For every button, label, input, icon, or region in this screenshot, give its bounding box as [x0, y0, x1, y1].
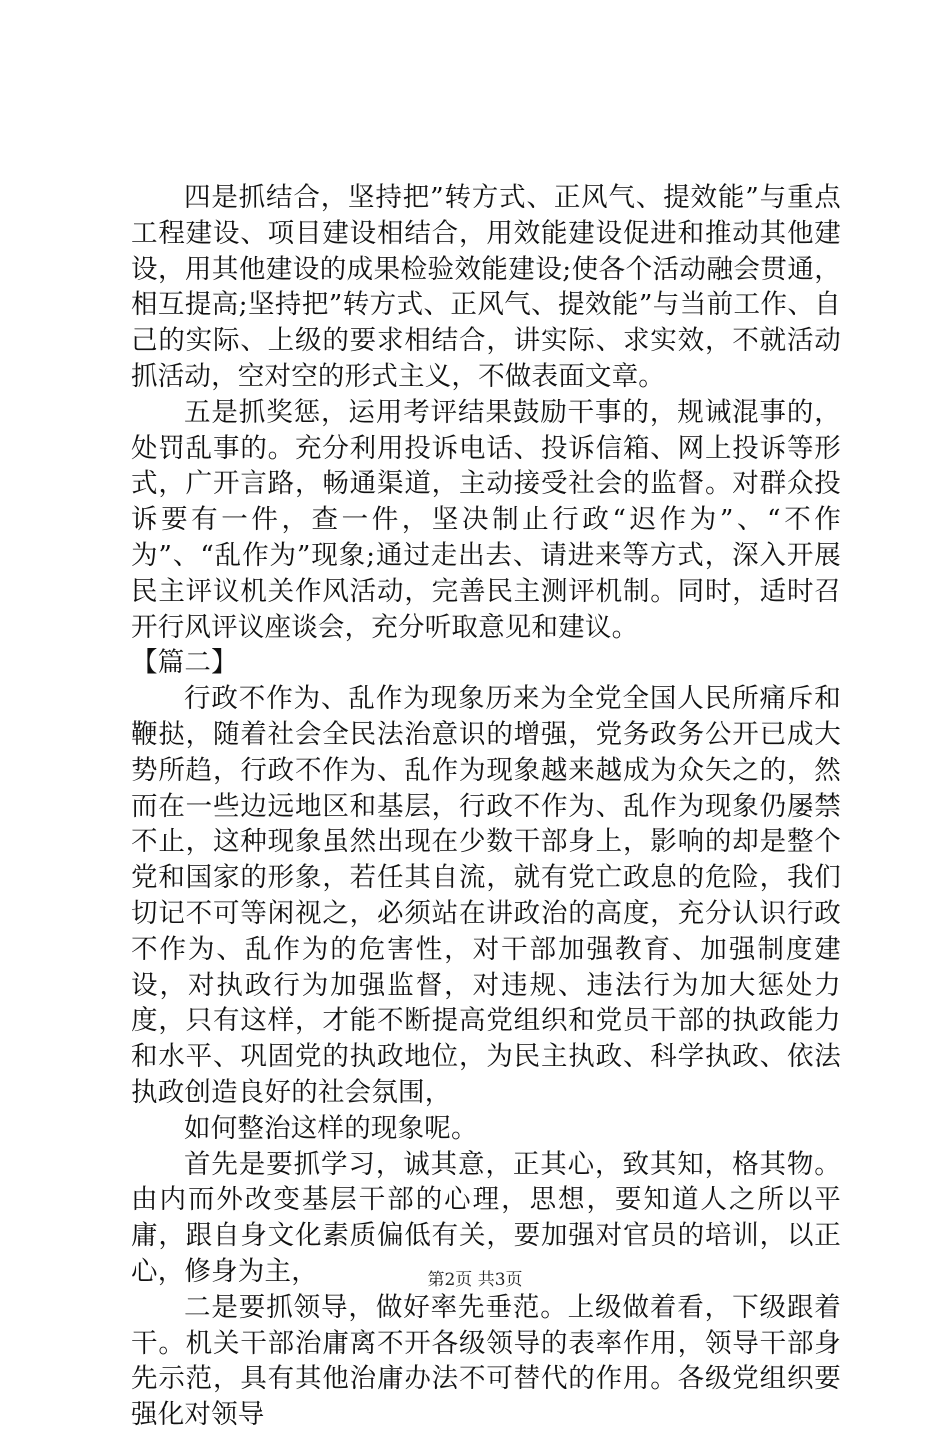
- paragraph-2: 五是抓奖惩，运用考评结果鼓励干事的，规诫混事的，处罚乱事的。充分利用投诉电话、投诉信箱、网上投诉等形式，广开言路，畅通渠道，主动接受社会的监督。对群众投诉要有一件，查一件，坚决制止行政“迟作为”、“不作为”、“乱作为”现象;通过走出去、请进来等方式，深入开展民主评议机关作风活动，完善民主测评机制。同时，适时召开行风评议座谈会，充分听取意见和建议。: [131, 396, 841, 643]
- paragraph-1: 四是抓结合，坚持把”转方式、正风气、提效能”与重点工程建设、项目建设相结合，用效能建设促进和推动其他建设，用其他建设的成果检验效能建设;使各个活动融会贯通，相互提高;坚持把”转方式、正风气、提效能”与当前工作、自己的实际、上级的要求相结合，讲实际、求实效，不就活动抓活动，空对空的形式主义，不做表面文章。: [131, 182, 841, 392]
- section-heading: 【篇二】: [131, 647, 238, 679]
- paragraph-4: 如何整治这样的现象呢。: [184, 1112, 478, 1144]
- paragraph-5: 首先是要抓学习，诚其意，正其心，致其知，格其物。由内而外改变基层干部的心理，思想，要知道人之所以平庸，跟自身文化素质偏低有关，要加强对官员的培训，以正心，修身为主，: [131, 1148, 841, 1287]
- paragraph-3: 行政不作为、乱作为现象历来为全党全国人民所痛斥和鞭挞，随着社会全民法治意识的增强，党务政务公开已成大势所趋，行政不作为、乱作为现象越来越成为众矢之的，然而在一些边远地区和基层，行政不作为、乱作为现象仍屡禁不止，这种现象虽然出现在少数干部身上，影响的却是整个党和国家的形象，若任其自流，就有党亡政息的危险，我们切记不可等闲视之，必须站在讲政治的高度，充分认识行政不作为、乱作为的危害性，对干部加强教育、加强制度建设，对执政行为加强监督，对违规、违法行为加大惩处力度，只有这样，才能不断提高党组织和党员干部的执政能力和水平、巩固党的执政地位，为民主执政、科学执政、依法执政创造良好的社会氛围，: [131, 683, 841, 1108]
- document-body: [131, 180, 841, 1433]
- paragraph-6: 二是要抓领导，做好率先垂范。上级做着看，下级跟着干。机关干部治庸离不开各级领导的表率作用，领导干部身先示范，具有其他治庸办法不可替代的作用。各级党组织要强化对领导: [131, 1291, 841, 1431]
- page-footer: 第2页 共3页: [427, 1270, 523, 1290]
